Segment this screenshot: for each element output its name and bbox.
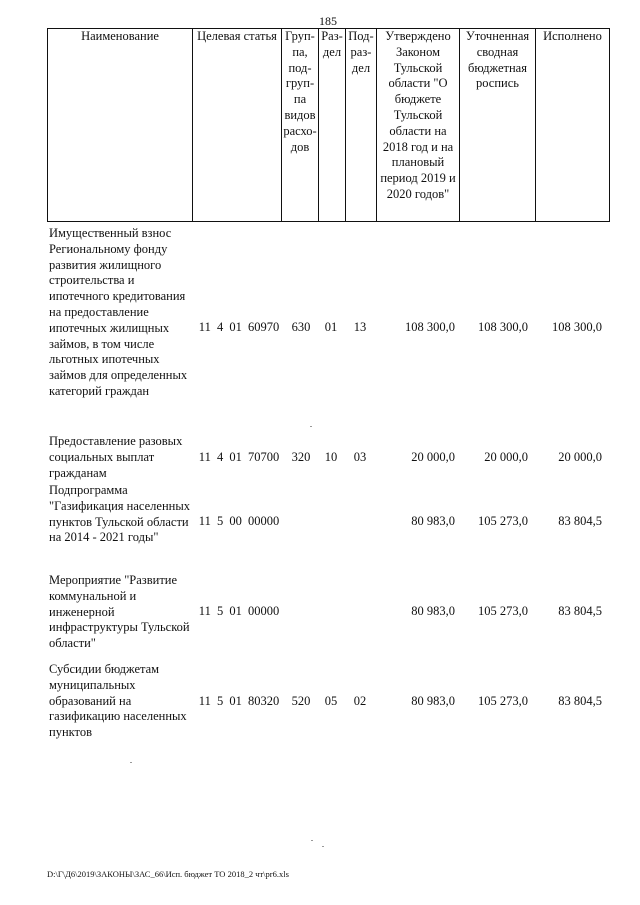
row-approved: 108 300,0 xyxy=(405,320,455,334)
scan-speck xyxy=(130,762,132,763)
scan-speck xyxy=(310,426,312,427)
scan-speck xyxy=(311,840,313,841)
row-subsection: 02 xyxy=(353,694,367,708)
scan-speck xyxy=(322,846,324,847)
row-refined: 105 273,0 xyxy=(478,514,528,528)
row-name: Субсидии бюджетам муниципальных образований на газификацию населенных пунктов xyxy=(49,662,187,740)
row-subsection: 03 xyxy=(353,450,367,464)
row-approved: 80 983,0 xyxy=(411,514,455,528)
header-refined: Уточненная сводная бюджетная роспись xyxy=(460,29,536,222)
row-executed: 108 300,0 xyxy=(552,320,602,334)
row-name: Предоставление разовых социальных выплат гражданам xyxy=(49,434,183,480)
row-section: 10 xyxy=(324,450,338,464)
row-executed: 20 000,0 xyxy=(558,450,602,464)
row-name: Имущественный взнос Региональному фонду развития жилищного строительства и ипотечного кредитования на предоставление ипотечных жилищных займов, в том числе льготных ипотечных займов для определенных категорий граждан xyxy=(49,226,188,398)
row-group: 520 xyxy=(291,694,311,708)
row-executed: 83 804,5 xyxy=(558,694,602,708)
row-section: 01 xyxy=(324,320,338,334)
row-code: 11 4 01 60970 xyxy=(198,320,280,334)
row-group: 630 xyxy=(291,320,311,334)
row-group: 320 xyxy=(291,450,311,464)
row-refined: 105 273,0 xyxy=(478,694,528,708)
row-approved: 20 000,0 xyxy=(411,450,455,464)
row-refined: 20 000,0 xyxy=(484,450,528,464)
row-code: 11 5 01 80320 xyxy=(198,694,280,708)
row-executed: 83 804,5 xyxy=(558,604,602,618)
page-number: 185 xyxy=(319,14,337,28)
header-approved: Утверждено Законом Тульской области "О бюджете Тульской области на 2018 год и на плановый период 2019 и 2020 годов" xyxy=(377,29,460,222)
row-executed: 83 804,5 xyxy=(558,514,602,528)
table-header xyxy=(47,28,610,222)
header-name: Наименование xyxy=(48,29,193,222)
footer-file-path: D:\Г\Д6\2019\ЗАКОНЫ\ЗАС_66\Исп. бюджет ТО 2018_2 чт\pr6.xls xyxy=(47,869,289,879)
header-group: Груп-па, под-груп-па видов расхо-дов xyxy=(282,29,319,222)
row-code: 11 5 00 00000 xyxy=(198,514,280,528)
header-code: Целевая статья xyxy=(193,29,282,222)
header-section: Раз-дел xyxy=(319,29,346,222)
row-refined: 108 300,0 xyxy=(478,320,528,334)
row-code: 11 4 01 70700 xyxy=(198,450,280,464)
row-name: Подпрограмма "Газификация населенных пунктов Тульской области на 2014 - 2021 годы" xyxy=(49,483,190,545)
row-section: 05 xyxy=(324,694,338,708)
row-subsection: 13 xyxy=(353,320,367,334)
row-code: 11 5 01 00000 xyxy=(198,604,280,618)
row-name: Мероприятие "Развитие коммунальной и инженерной инфраструктуры Тульской области" xyxy=(49,573,190,651)
row-approved: 80 983,0 xyxy=(411,604,455,618)
row-approved: 80 983,0 xyxy=(411,694,455,708)
header-subsection: Под-раз-дел xyxy=(346,29,377,222)
row-refined: 105 273,0 xyxy=(478,604,528,618)
header-executed: Исполнено xyxy=(536,29,610,222)
